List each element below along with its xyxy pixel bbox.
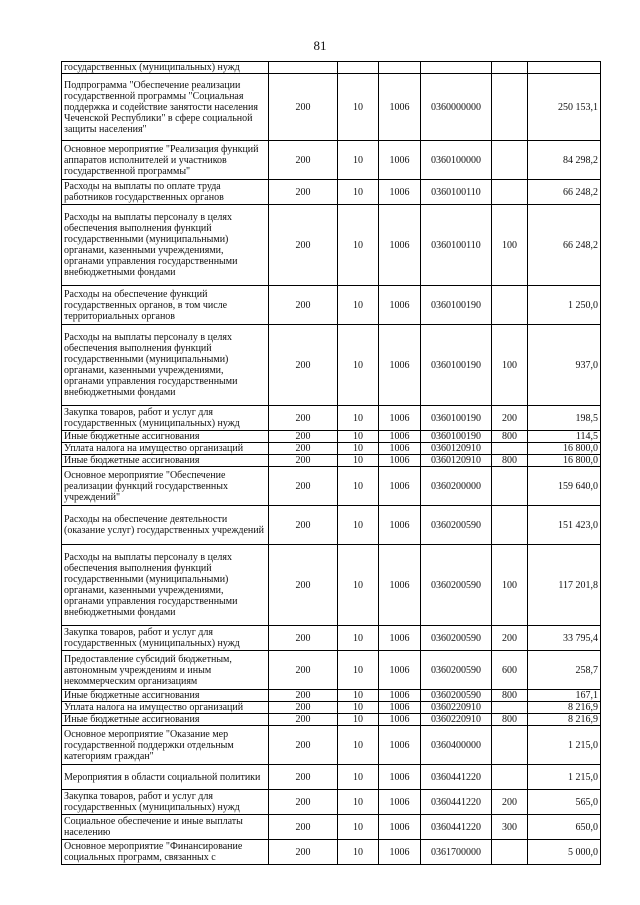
row-code-1: 200 [269,545,338,626]
row-code-5: 200 [492,790,528,815]
row-code-5: 100 [492,545,528,626]
row-sum: 250 153,1 [528,74,601,141]
row-code-5 [492,443,528,455]
row-code-4: 0360400000 [421,726,492,765]
row-sum: 33 795,4 [528,626,601,651]
table-row [62,702,601,714]
row-code-2: 10 [338,714,379,726]
row-code-3: 1006 [379,506,421,545]
row-code-5 [492,765,528,790]
page-number: 81 [313,38,327,53]
row-code-2: 10 [338,455,379,467]
row-code-5: 300 [492,815,528,840]
row-code-3: 1006 [379,545,421,626]
row-code-3: 1006 [379,286,421,325]
row-code-5 [492,840,528,865]
row-sum: 66 248,2 [528,180,601,205]
row-code-1: 200 [269,626,338,651]
table-row [62,714,601,726]
table-row [62,74,601,141]
row-name: Уплата налога на имущество организаций [62,443,269,455]
row-code-2: 10 [338,651,379,690]
row-code-2: 10 [338,765,379,790]
row-code-5 [492,286,528,325]
row-code-2: 10 [338,443,379,455]
row-code-4: 0360100190 [421,431,492,443]
row-code-4: 0360100000 [421,141,492,180]
row-name: Расходы на выплаты по оплате труда работников государственных органов [62,180,269,205]
row-code-4: 0360120910 [421,455,492,467]
row-code-1: 200 [269,690,338,702]
row-code-2: 10 [338,545,379,626]
row-sum: 66 248,2 [528,205,601,286]
row-code-5 [492,74,528,141]
row-code-4: 0360100190 [421,286,492,325]
row-name: Подпрограмма "Обеспечение реализации государственной программы "Социальная поддержка и содействие занятости населения Чеченской Республики" в сфере социальной защиты населения" [62,74,269,141]
table-row [62,455,601,467]
row-code-3: 1006 [379,626,421,651]
row-code-1: 200 [269,180,338,205]
row-name: Закупка товаров, работ и услуг для государственных (муниципальных) нужд [62,626,269,651]
budget-table-body [62,62,601,865]
row-code-2: 10 [338,702,379,714]
row-name: Иные бюджетные ассигнования [62,714,269,726]
row-code-2: 10 [338,205,379,286]
row-name: Социальное обеспечение и иные выплаты населению [62,815,269,840]
row-code-5 [492,62,528,74]
row-code-4: 0360200590 [421,545,492,626]
row-code-4: 0360100190 [421,325,492,406]
row-code-3: 1006 [379,325,421,406]
row-name: Основное мероприятие "Финансирование социальных программ, связанных с [62,840,269,865]
row-code-2: 10 [338,141,379,180]
row-code-3: 1006 [379,205,421,286]
row-name: государственных (муниципальных) нужд [62,62,269,74]
row-name: Закупка товаров, работ и услуг для государственных (муниципальных) нужд [62,406,269,431]
row-code-1: 200 [269,467,338,506]
row-sum: 117 201,8 [528,545,601,626]
row-code-4: 0360200590 [421,506,492,545]
row-code-2: 10 [338,840,379,865]
row-code-2: 10 [338,74,379,141]
row-code-4: 0360220910 [421,714,492,726]
row-code-3: 1006 [379,141,421,180]
row-sum: 1 250,0 [528,286,601,325]
row-code-3: 1006 [379,651,421,690]
row-code-4: 0360000000 [421,74,492,141]
row-code-4: 0360200000 [421,467,492,506]
row-code-1: 200 [269,455,338,467]
row-code-4: 0360441220 [421,765,492,790]
row-code-5: 200 [492,626,528,651]
row-code-5 [492,467,528,506]
row-code-3 [379,62,421,74]
row-name: Предоставление субсидий бюджетным, автономным учреждениям и иным некоммерческим организациям [62,651,269,690]
row-name: Расходы на выплаты персоналу в целях обеспечения выполнения функций государственными (муниципальными) органами, казенными учреждениями, органами управления государственными внебюджетными фондами [62,205,269,286]
row-code-5: 800 [492,714,528,726]
row-sum: 16 800,0 [528,455,601,467]
row-sum: 1 215,0 [528,726,601,765]
row-sum: 258,7 [528,651,601,690]
row-code-1: 200 [269,790,338,815]
row-name: Основное мероприятие "Оказание мер государственной поддержки отдельным категориям граждан" [62,726,269,765]
row-code-1: 200 [269,714,338,726]
row-code-4: 0360100110 [421,180,492,205]
table-row [62,765,601,790]
row-name: Основное мероприятие "Реализация функций аппаратов исполнителей и участников государственной программы" [62,141,269,180]
table-row [62,62,601,74]
row-code-3: 1006 [379,840,421,865]
row-code-3: 1006 [379,765,421,790]
row-code-2: 10 [338,815,379,840]
row-name: Расходы на обеспечение функций государственных органов, в том числе территориальных органов [62,286,269,325]
row-code-3: 1006 [379,714,421,726]
row-code-2: 10 [338,467,379,506]
table-row [62,467,601,506]
row-code-2: 10 [338,506,379,545]
row-name: Мероприятия в области социальной политики [62,765,269,790]
row-code-2: 10 [338,325,379,406]
table-row [62,325,601,406]
row-sum [528,62,601,74]
table-row [62,815,601,840]
row-code-2: 10 [338,726,379,765]
row-code-4: 0360100110 [421,205,492,286]
row-code-1: 200 [269,406,338,431]
row-sum: 650,0 [528,815,601,840]
budget-table [61,61,601,865]
table-row [62,506,601,545]
row-code-5: 100 [492,205,528,286]
row-code-3: 1006 [379,406,421,431]
row-code-5: 100 [492,325,528,406]
row-code-5 [492,506,528,545]
row-code-5 [492,180,528,205]
row-code-2: 10 [338,431,379,443]
row-code-4: 0360100190 [421,406,492,431]
row-code-1: 200 [269,815,338,840]
row-code-2: 10 [338,626,379,651]
row-sum: 167,1 [528,690,601,702]
table-row [62,286,601,325]
row-code-3: 1006 [379,790,421,815]
row-sum: 114,5 [528,431,601,443]
table-row [62,431,601,443]
table-row [62,180,601,205]
row-code-3: 1006 [379,726,421,765]
row-code-4: 0360200590 [421,626,492,651]
row-code-1: 200 [269,286,338,325]
table-row [62,790,601,815]
row-sum: 565,0 [528,790,601,815]
row-name: Иные бюджетные ассигнования [62,431,269,443]
row-code-4: 0360200590 [421,651,492,690]
row-name: Уплата налога на имущество организаций [62,702,269,714]
row-code-2: 10 [338,286,379,325]
row-code-4: 0360220910 [421,702,492,714]
row-sum: 151 423,0 [528,506,601,545]
table-row [62,690,601,702]
row-code-5: 200 [492,406,528,431]
row-name: Закупка товаров, работ и услуг для государственных (муниципальных) нужд [62,790,269,815]
row-code-3: 1006 [379,690,421,702]
row-code-1: 200 [269,840,338,865]
row-sum: 8 216,9 [528,702,601,714]
row-code-5 [492,726,528,765]
table-row [62,726,601,765]
row-sum: 159 640,0 [528,467,601,506]
row-sum: 5 000,0 [528,840,601,865]
row-code-2: 10 [338,790,379,815]
row-code-1: 200 [269,431,338,443]
table-row [62,406,601,431]
row-sum: 84 298,2 [528,141,601,180]
row-code-1: 200 [269,443,338,455]
row-code-2: 10 [338,406,379,431]
row-code-5: 800 [492,431,528,443]
row-code-3: 1006 [379,443,421,455]
row-code-3: 1006 [379,467,421,506]
row-name: Расходы на обеспечение деятельности (оказание услуг) государственных учреждений [62,506,269,545]
row-sum: 1 215,0 [528,765,601,790]
table-row [62,840,601,865]
row-code-1: 200 [269,141,338,180]
row-code-4: 0360200590 [421,690,492,702]
row-name: Расходы на выплаты персоналу в целях обеспечения выполнения функций государственными (муниципальными) органами, казенными учреждениями, органами управления государственными внебюджетными фондами [62,545,269,626]
row-code-4: 0360120910 [421,443,492,455]
row-code-1: 200 [269,702,338,714]
row-code-3: 1006 [379,815,421,840]
row-code-1: 200 [269,651,338,690]
row-code-3: 1006 [379,74,421,141]
row-code-5: 800 [492,455,528,467]
row-code-5 [492,702,528,714]
row-code-4 [421,62,492,74]
row-name: Основное мероприятие "Обеспечение реализации функций государственных учреждений" [62,467,269,506]
table-row [62,545,601,626]
row-code-2 [338,62,379,74]
row-code-4: 0361700000 [421,840,492,865]
table-row [62,626,601,651]
row-sum: 198,5 [528,406,601,431]
row-code-1: 200 [269,205,338,286]
table-row [62,141,601,180]
row-sum: 937,0 [528,325,601,406]
table-row [62,205,601,286]
row-code-2: 10 [338,180,379,205]
table-row [62,651,601,690]
row-name: Иные бюджетные ассигнования [62,455,269,467]
row-code-5 [492,141,528,180]
row-name: Иные бюджетные ассигнования [62,690,269,702]
row-code-2: 10 [338,690,379,702]
row-code-1: 200 [269,506,338,545]
row-code-5: 800 [492,690,528,702]
row-sum: 8 216,9 [528,714,601,726]
row-code-1: 200 [269,325,338,406]
row-code-3: 1006 [379,455,421,467]
row-code-3: 1006 [379,431,421,443]
row-code-3: 1006 [379,702,421,714]
row-code-4: 0360441220 [421,790,492,815]
row-code-1: 200 [269,765,338,790]
row-sum: 16 800,0 [528,443,601,455]
row-code-4: 0360441220 [421,815,492,840]
row-code-1 [269,62,338,74]
row-name: Расходы на выплаты персоналу в целях обеспечения выполнения функций государственными (муниципальными) органами, казенными учреждениями, органами управления государственными внебюджетными фондами [62,325,269,406]
row-code-3: 1006 [379,180,421,205]
row-code-5: 600 [492,651,528,690]
table-row [62,443,601,455]
row-code-1: 200 [269,74,338,141]
row-code-1: 200 [269,726,338,765]
